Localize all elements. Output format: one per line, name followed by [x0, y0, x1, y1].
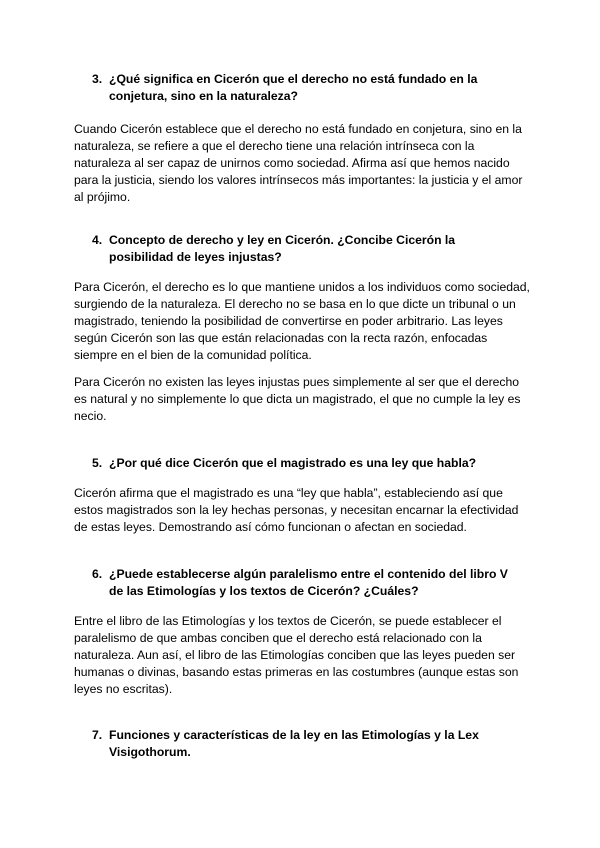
- answer-4-paragraph-1: Para Cicerón, el derecho es lo que mantiene unidos a los individuos como sociedad, surgiendo de la naturaleza. El derecho no se basa en lo que dicte un tribunal o un magistrado, teniendo la posibilidad de convertirse en poder arbitrario. Las leyes según Cicerón son las que están relacionadas con la recta razón, enfocadas siempre en el bien de la comunidad política.: [74, 280, 530, 362]
- question-4-text: Concepto de derecho y ley en Cicerón. ¿Concibe Cicerón la posibilidad de leyes injustas?: [109, 233, 456, 264]
- question-6-heading: [92, 566, 512, 600]
- answer-6-paragraph-1: Entre el libro de las Etimologías y los textos de Cicerón, se puede establecer el paralelismo de que ambas conciben que el derecho está relacionado con la naturaleza. Aun así, el libro de las Etimologías conciben que las leyes pueden ser humanas o divinas, basando estas primeras en las costumbres (aunque estas son leyes no escritas).: [74, 614, 519, 696]
- question-5-number: 5.: [92, 456, 103, 470]
- question-3-heading: [92, 71, 512, 105]
- question-5-heading: [92, 455, 512, 472]
- question-5-text: ¿Por qué dice Cicerón que el magistrado es una ley que habla?: [109, 456, 477, 470]
- question-4-number: 4.: [92, 233, 103, 247]
- question-3-number: 3.: [92, 72, 103, 86]
- question-3-text: ¿Qué significa en Cicerón que el derecho no está fundado en la conjetura, sino en la naturaleza?: [109, 72, 478, 103]
- answer-4-paragraph-2: Para Cicerón no existen las leyes injustas pues simplemente al ser que el derecho es natural y no simplemente lo que dicta un magistrado, el que no cumple la ley es necio.: [74, 375, 521, 423]
- answer-3-paragraph-1: Cuando Cicerón establece que el derecho no está fundado en conjetura, sino en la naturaleza, se refiere a que el derecho tiene una relación intrínseca con la naturaleza al ser capaz de unirnos como sociedad. Afirma así que hemos nacido para la justicia, siendo los valores intrínsecos más importantes: la justicia y el amor al prójimo.: [74, 122, 523, 204]
- question-6-number: 6.: [92, 567, 103, 581]
- answer-5-paragraph-1: Cicerón afirma que el magistrado es una “ley que habla”, estableciendo así que estos magistrados son la ley hechas personas, y necesitan encarnar la efectividad de estas leyes. Demostrando así cómo funcionan o afectan en sociedad.: [74, 486, 519, 534]
- question-4-heading: [92, 232, 512, 266]
- question-6-text: ¿Puede establecerse algún paralelismo entre el contenido del libro V de las Etimologías y los textos de Cicerón? ¿Cuáles?: [109, 567, 508, 598]
- question-7-heading: [92, 727, 512, 761]
- question-7-number: 7.: [92, 728, 103, 742]
- question-7-text: Funciones y características de la ley en las Etimologías y la Lex Visigothorum.: [109, 728, 479, 759]
